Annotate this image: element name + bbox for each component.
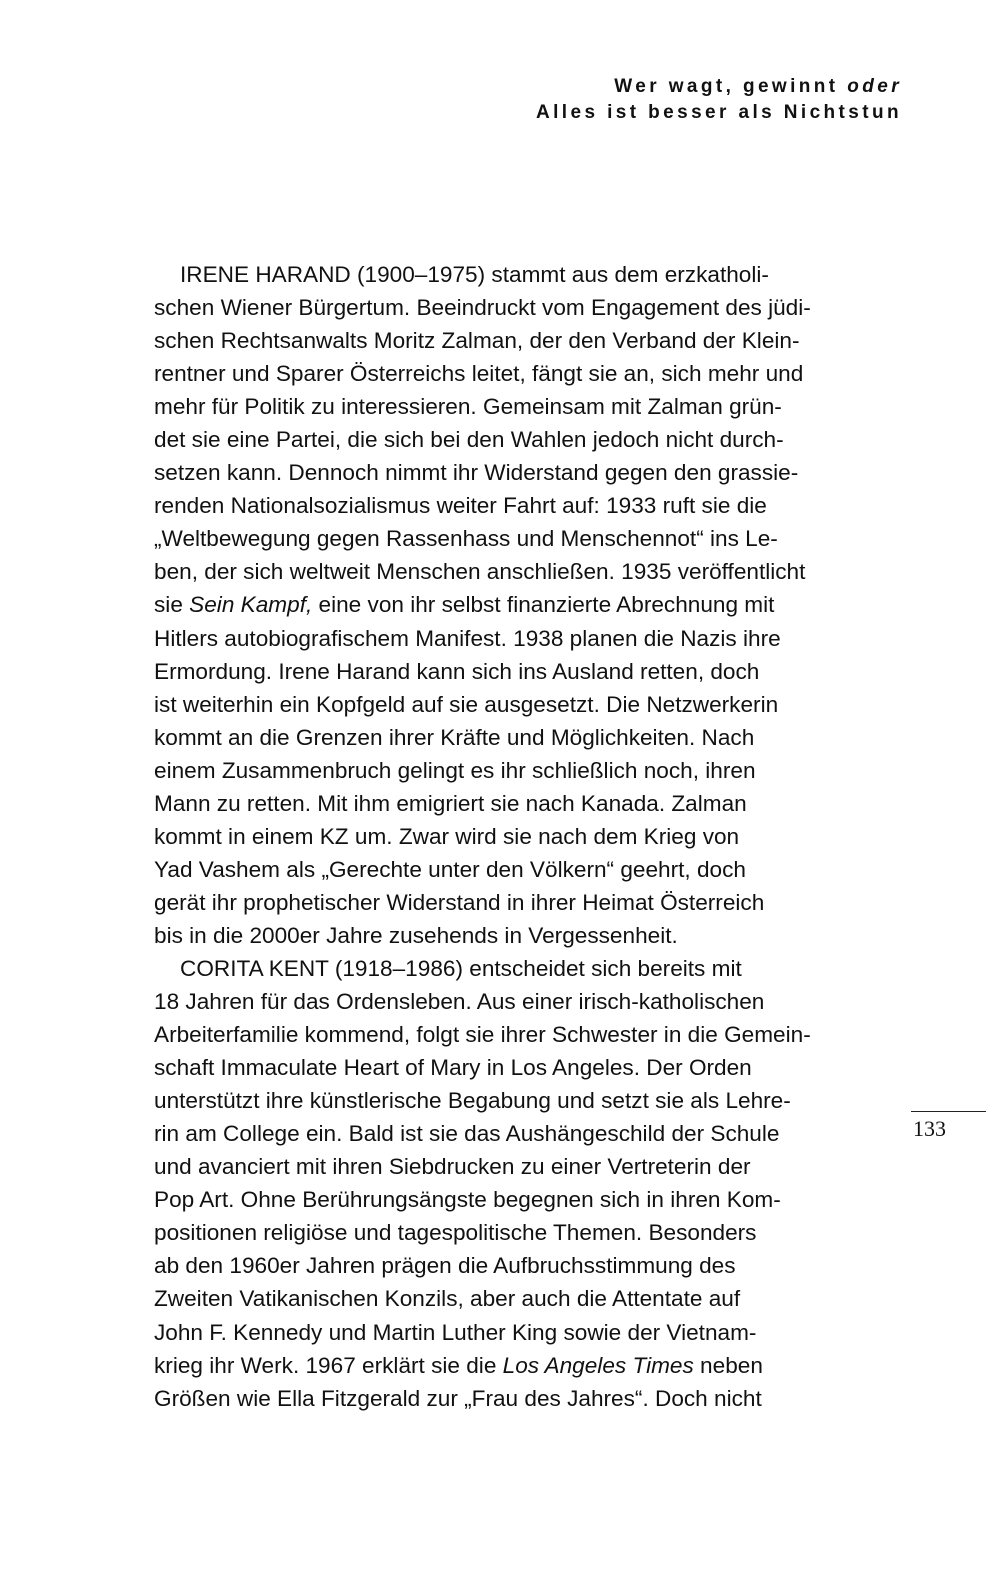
text-line: kommt in einem KZ um. Zwar wird sie nach dem Krieg von [154, 823, 740, 849]
text-line: sie Sein Kampf, eine von ihr selbst finanzierte Abrechnung mit [154, 592, 775, 618]
running-head-line-1 [536, 74, 902, 100]
text-line: Mann zu retten. Mit ihm emigriert sie nach Kanada. Zalman [154, 790, 747, 816]
text-line: Zweiten Vatikanischen Konzils, aber auch die Attentate auf [154, 1286, 741, 1312]
text-line: Pop Art. Ohne Berührungsängste begegnen sich in ihren Kom- [154, 1187, 781, 1213]
italic-title: Sein Kampf, [189, 592, 313, 618]
italic-title: Los Angeles Times [502, 1352, 694, 1378]
text-line: gerät ihr prophetischer Widerstand in ihrer Heimat Österreich [154, 889, 765, 915]
text-line: schen Wiener Bürgertum. Beeindruckt vom Engagement des jüdi- [154, 295, 811, 321]
text-line: Yad Vashem als „Gerechte unter den Völkern“ geehrt, doch [154, 856, 746, 882]
paragraph [154, 952, 874, 1415]
text-line: 18 Jahren für das Ordensleben. Aus einer irisch-katholischen [154, 989, 765, 1015]
running-head [536, 74, 902, 126]
text-line: mehr für Politik zu interessieren. Gemeinsam mit Zalman grün- [154, 394, 782, 420]
text-line: bis in die 2000er Jahre zusehends in Vergessenheit. [154, 922, 678, 948]
text-line: einem Zusammenbruch gelingt es ihr schließlich noch, ihren [154, 757, 756, 783]
text-line: det sie eine Partei, die sich bei den Wahlen jedoch nicht durch- [154, 427, 784, 453]
text-line: ab den 1960er Jahren prägen die Aufbruchsstimmung des [154, 1253, 736, 1279]
paragraph [154, 258, 874, 952]
running-head-line-2: Alles ist besser als Nichtstun [536, 102, 902, 123]
page-number-rule [911, 1111, 986, 1112]
text-line: John F. Kennedy und Martin Luther King sowie der Vietnam- [154, 1319, 757, 1345]
text-line: unterstützt ihre künstlerische Begabung und setzt sie als Lehre- [154, 1088, 791, 1114]
text-line: Hitlers autobiografischem Manifest. 1938 planen die Nazis ihre [154, 625, 781, 651]
text-line: und avanciert mit ihren Siebdrucken zu einer Vertreterin der [154, 1154, 751, 1180]
text-line: setzen kann. Dennoch nimmt ihr Widerstand gegen den grassie- [154, 460, 799, 486]
page-number: 133 [913, 1116, 946, 1141]
text-line: IRENE HARAND (1900–1975) stammt aus dem erzkatholi- [180, 262, 769, 287]
text-line: ben, der sich weltweit Menschen anschließen. 1935 veröffentlicht [154, 559, 806, 585]
text-line: schaft Immaculate Heart of Mary in Los Angeles. Der Orden [154, 1055, 752, 1081]
text-line: Ermordung. Irene Harand kann sich ins Ausland retten, doch [154, 658, 760, 684]
text-line: ist weiterhin ein Kopfgeld auf sie ausgesetzt. Die Netzwerkerin [154, 691, 779, 717]
text-line: rentner und Sparer Österreichs leitet, fängt sie an, sich mehr und [154, 361, 804, 387]
text-line: kommt an die Grenzen ihrer Kräfte und Möglichkeiten. Nach [154, 724, 755, 750]
text-line: Größen wie Ella Fitzgerald zur „Frau des Jahres“. Doch nicht [154, 1385, 762, 1411]
text-line: rin am College ein. Bald ist sie das Aushängeschild der Schule [154, 1121, 780, 1147]
body-text [154, 258, 874, 1415]
text-line: renden Nationalsozialismus weiter Fahrt auf: 1933 ruft sie die [154, 493, 767, 519]
text-line: „Weltbewegung gegen Rassenhass und Menschennot“ ins Le- [154, 526, 778, 552]
text-line: positionen religiöse und tagespolitische Themen. Besonders [154, 1220, 757, 1246]
text-line: krieg ihr Werk. 1967 erklärt sie die Los Angeles Times neben [154, 1352, 763, 1378]
running-head-conjunction: oder [847, 76, 902, 97]
text-line: Arbeiterfamilie kommend, folgt sie ihrer Schwester in die Gemein- [154, 1022, 811, 1048]
text-line: schen Rechtsanwalts Moritz Zalman, der den Verband der Klein- [154, 328, 800, 354]
text-line: CORITA KENT (1918–1986) entscheidet sich bereits mit [180, 955, 742, 981]
running-head-title: Wer wagt, gewinnt [614, 76, 848, 97]
